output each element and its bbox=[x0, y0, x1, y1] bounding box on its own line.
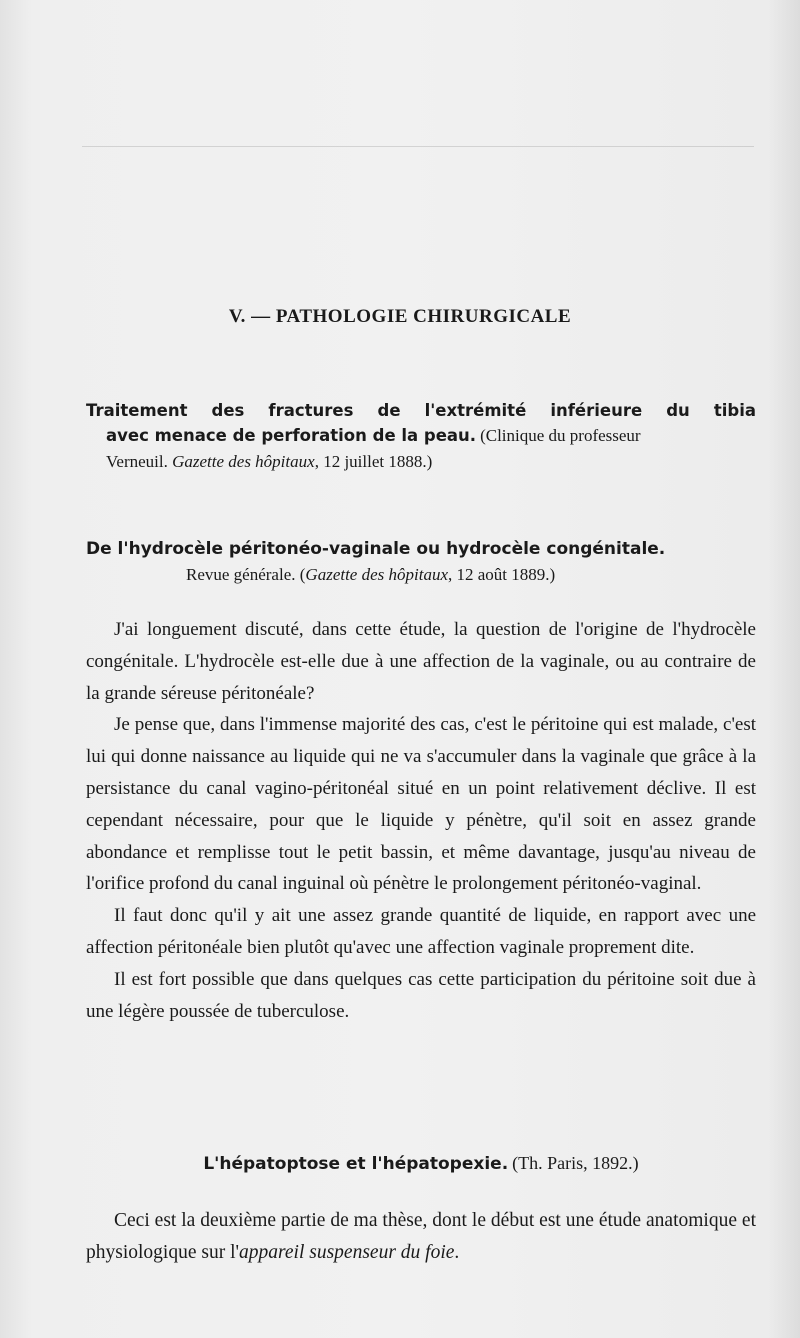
entry-source: (Th. Paris, 1892.) bbox=[512, 1153, 639, 1173]
closing-italic: appareil suspenseur du foie bbox=[239, 1242, 455, 1263]
bibliography-entry-hepatoptose bbox=[86, 1153, 756, 1174]
body-paragraph: Il faut donc qu'il y ait une assez grande quantité de liquide, en rapport avec une affection péritonéale bien plutôt qu'avec une affection vaginale proprement dite. bbox=[86, 905, 756, 958]
closing-end: . bbox=[454, 1242, 460, 1263]
entry-source-author: Verneuil. bbox=[106, 452, 168, 471]
entry-body bbox=[86, 614, 756, 1027]
closing-text: Ceci est la deuxième partie de ma thèse, dont le début est une étude anatomique et physiologique sur l' bbox=[86, 1210, 756, 1263]
body-paragraph: Je pense que, dans l'immense majorité des cas, c'est le péritoine qui est malade, c'est lui qui donne naissance au liquide qui ne va s'accumuler dans la vaginale que grâce à la persistance du canal vagino-péritonéal situé en un point relativement déclive. Il est cependant nécessaire, pour que le liquide y pénètre, qu'il soit en assez grande abondance et remplisse tout le petit bassin, et même davantage, jusqu'au niveau de l'orifice profond du canal inguinal où pénètre le prolongement péritonéo-vaginal. bbox=[86, 714, 756, 895]
header-rule bbox=[82, 146, 754, 147]
entry-title: De l'hydrocèle péritonéo-vaginale ou hydrocèle congénitale. bbox=[86, 539, 666, 559]
entry-source-date: , 12 août 1889.) bbox=[448, 565, 556, 584]
entry-title: Traitement des fractures de l'extrémité inférieure du tibia bbox=[86, 401, 756, 420]
bibliography-entry-hydrocele bbox=[86, 537, 756, 587]
entry-source: (Clinique du professeur bbox=[480, 426, 641, 445]
body-paragraph: Il est fort possible que dans quelques cas cette participation du péritoine soit due à une légère poussée de tuberculose. bbox=[86, 968, 756, 1022]
body-paragraph: J'ai longuement discuté, dans cette étude, la question de l'origine de l'hydrocèle congénitale. L'hydrocèle est-elle due à une affection de la vaginale, ou au contraire de la grande séreuse péritonéale? bbox=[86, 619, 756, 704]
entry-title: L'hépatoptose et l'hépatopexie. bbox=[203, 1154, 509, 1174]
entry-source-pre: Revue générale. ( bbox=[186, 565, 306, 584]
entry-title-cont: avec menace de perforation de la peau. bbox=[106, 426, 477, 445]
entry-source-journal: Gazette des hôpitaux bbox=[172, 452, 315, 471]
entry-source-journal: Gazette des hôpitaux bbox=[305, 565, 449, 584]
bibliography-entry-fractures bbox=[86, 398, 756, 474]
closing-paragraph bbox=[86, 1205, 756, 1269]
section-title: V. — PATHOLOGIE CHIRURGICALE bbox=[228, 306, 572, 327]
entry-source-date: , 12 juillet 1888.) bbox=[314, 452, 433, 471]
